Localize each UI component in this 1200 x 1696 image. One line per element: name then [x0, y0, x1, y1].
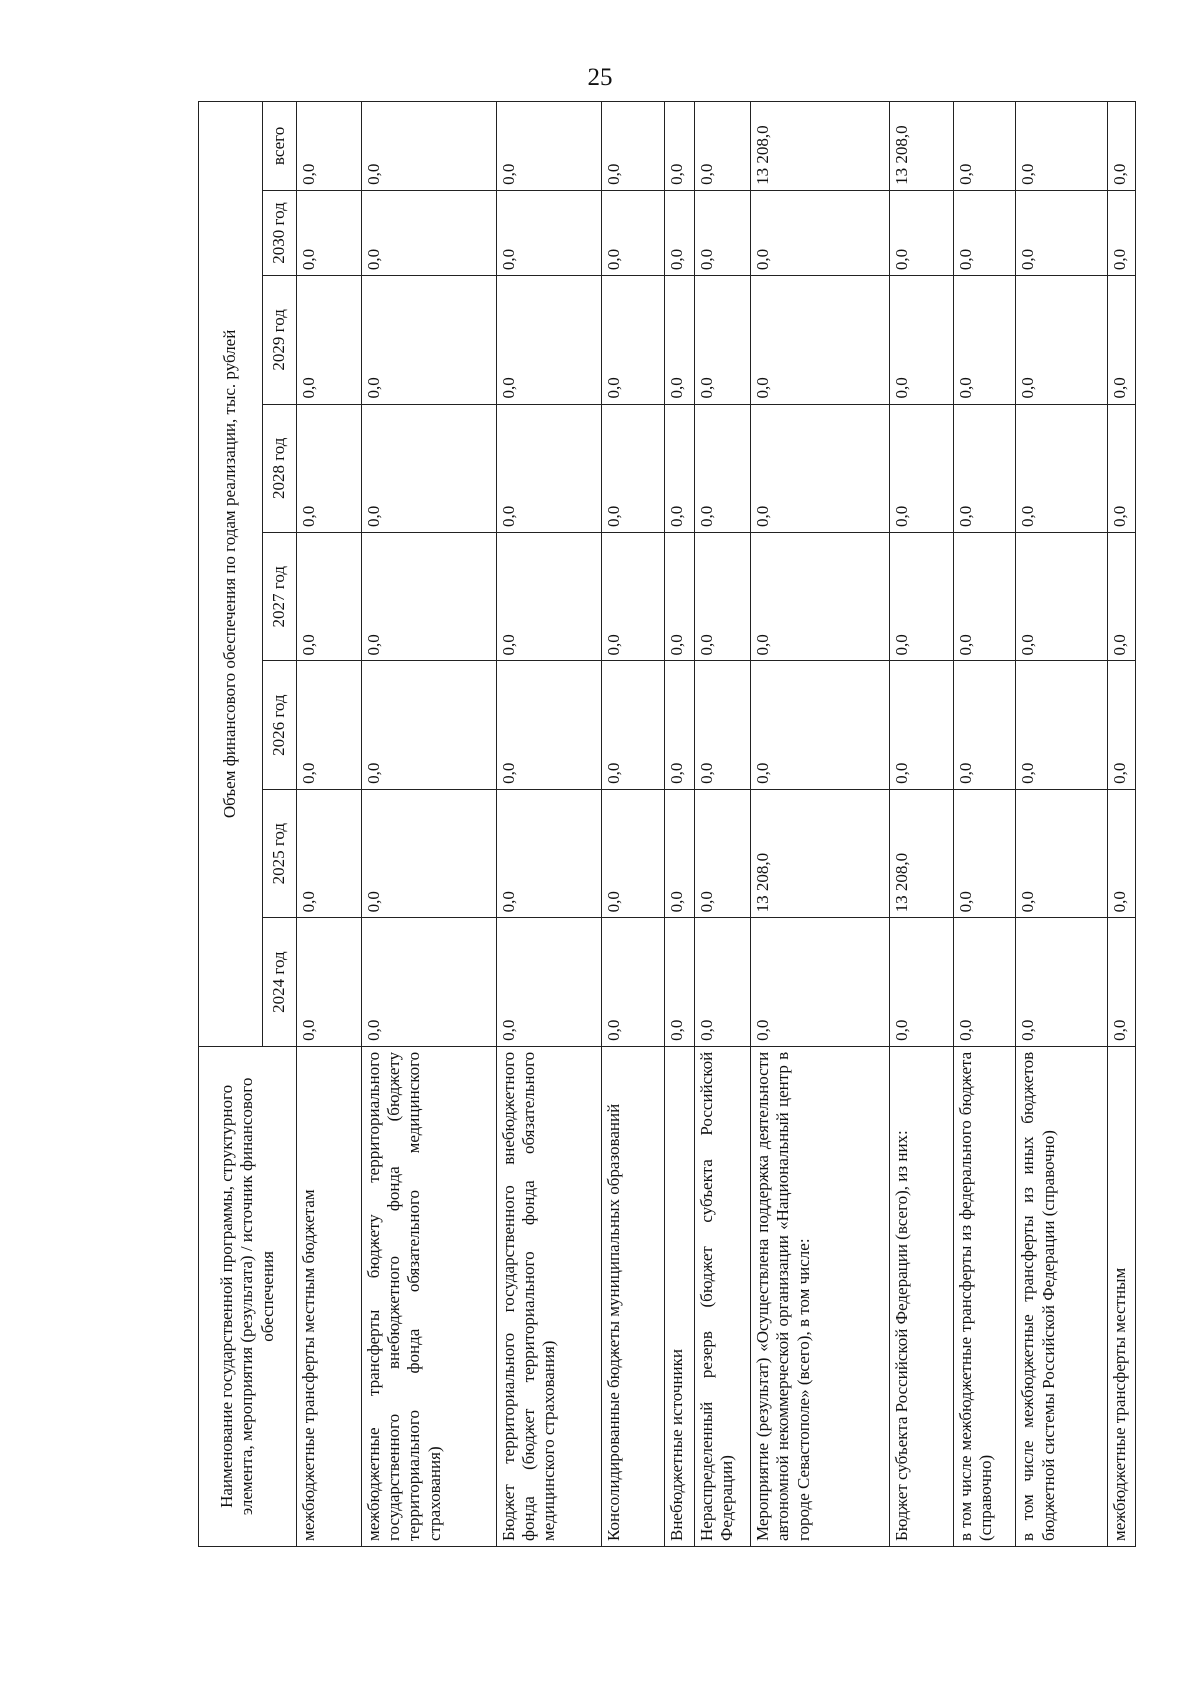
rotated-table-wrapper [198, 101, 1136, 1547]
cell-value: 0,0 [361, 789, 496, 917]
cell-value: 0,0 [1016, 661, 1108, 789]
cell-value: 0,0 [1016, 276, 1108, 404]
table-row [361, 102, 496, 1547]
cell-value: 0,0 [694, 276, 750, 404]
table-row [1107, 102, 1135, 1547]
cell-value: 0,0 [750, 404, 889, 532]
cell-value: 0,0 [890, 661, 954, 789]
table-row [1016, 102, 1108, 1547]
cell-value: 0,0 [1016, 404, 1108, 532]
cell-value: 0,0 [496, 102, 602, 191]
row-name: Внебюджетные источники [664, 1046, 694, 1546]
header-year: 2028 год [263, 404, 297, 532]
cell-value: 0,0 [602, 789, 665, 917]
cell-value: 0,0 [890, 276, 954, 404]
table-body [297, 102, 1136, 1547]
cell-value: 0,0 [361, 276, 496, 404]
cell-value: 0,0 [361, 661, 496, 789]
cell-value: 0,0 [694, 789, 750, 917]
cell-value: 0,0 [602, 276, 665, 404]
cell-value: 0,0 [496, 661, 602, 789]
cell-value: 0,0 [297, 404, 362, 532]
cell-value: 0,0 [694, 190, 750, 275]
cell-value: 0,0 [750, 918, 889, 1046]
cell-value: 0,0 [602, 404, 665, 532]
cell-value: 0,0 [496, 533, 602, 661]
cell-value: 0,0 [694, 918, 750, 1046]
cell-value: 0,0 [1016, 533, 1108, 661]
cell-value: 0,0 [750, 533, 889, 661]
cell-value: 0,0 [1016, 190, 1108, 275]
cell-value: 0,0 [664, 404, 694, 532]
cell-value: 0,0 [1107, 789, 1135, 917]
cell-value: 0,0 [664, 190, 694, 275]
row-name: межбюджетные трансферты бюджету территориального государственного внебюджетного фонда (бюджету территориального фонда обязательного медицинского страхования) [361, 1046, 496, 1546]
cell-value: 0,0 [1107, 276, 1135, 404]
cell-value: 13 208,0 [750, 789, 889, 917]
table-row [750, 102, 889, 1547]
table-row [890, 102, 954, 1547]
cell-value: 0,0 [1016, 102, 1108, 191]
table-header [199, 102, 297, 1547]
header-year: 2027 год [263, 533, 297, 661]
table-row [664, 102, 694, 1547]
cell-value: 0,0 [297, 102, 362, 191]
cell-value: 0,0 [496, 276, 602, 404]
cell-value: 0,0 [664, 533, 694, 661]
row-name: Консолидированные бюджеты муниципальных образований [602, 1046, 665, 1546]
table-row [496, 102, 602, 1547]
cell-value: 0,0 [750, 276, 889, 404]
cell-value: 0,0 [953, 533, 1016, 661]
cell-value: 0,0 [694, 404, 750, 532]
cell-value: 0,0 [694, 533, 750, 661]
cell-value: 0,0 [297, 789, 362, 917]
cell-value: 0,0 [1107, 918, 1135, 1046]
cell-value: 0,0 [1016, 789, 1108, 917]
row-name: межбюджетные трансферты местным [1107, 1046, 1135, 1546]
row-name: Нераспределенный резерв (бюджет субъекта Российской Федерации) [694, 1046, 750, 1546]
cell-value: 0,0 [890, 404, 954, 532]
cell-value: 0,0 [953, 190, 1016, 275]
cell-value: 0,0 [297, 276, 362, 404]
cell-value: 0,0 [953, 102, 1016, 191]
table-row [602, 102, 665, 1547]
cell-value: 0,0 [1016, 918, 1108, 1046]
cell-value: 0,0 [602, 102, 665, 191]
cell-value: 0,0 [602, 533, 665, 661]
row-name: межбюджетные трансферты местным бюджетам [297, 1046, 362, 1546]
header-year: 2029 год [263, 276, 297, 404]
cell-value: 0,0 [890, 918, 954, 1046]
header-group: Объем финансового обеспечения по годам реализации, тыс. рублей [199, 102, 263, 1047]
cell-value: 0,0 [361, 102, 496, 191]
cell-value: 0,0 [664, 276, 694, 404]
cell-value: 0,0 [496, 918, 602, 1046]
cell-value: 13 208,0 [890, 789, 954, 917]
cell-value: 0,0 [664, 918, 694, 1046]
cell-value: 0,0 [890, 190, 954, 275]
cell-value: 0,0 [1107, 404, 1135, 532]
row-name: в том числе межбюджетные трансферты из федерального бюджета (справочно) [953, 1046, 1016, 1546]
row-name: Бюджет территориального государственного внебюджетного фонда (бюджет территориального фонда обязательного медицинского страхования) [496, 1046, 602, 1546]
cell-value: 0,0 [496, 789, 602, 917]
financing-table [198, 101, 1136, 1547]
cell-value: 0,0 [890, 533, 954, 661]
header-name-column: Наименование государственной программы, структурного элемента, мероприятия (результата) / источник финансового обеспечения [199, 1046, 297, 1546]
cell-value: 0,0 [361, 190, 496, 275]
cell-value: 0,0 [953, 404, 1016, 532]
cell-value: 0,0 [664, 661, 694, 789]
header-year: 2025 год [263, 789, 297, 917]
page-number: 25 [587, 64, 613, 91]
cell-value: 0,0 [750, 190, 889, 275]
cell-value: 0,0 [664, 789, 694, 917]
cell-value: 0,0 [1107, 661, 1135, 789]
cell-value: 13 208,0 [750, 102, 889, 191]
table-row [953, 102, 1016, 1547]
table-stage [198, 101, 1136, 1547]
header-year: 2026 год [263, 661, 297, 789]
cell-value: 0,0 [1107, 533, 1135, 661]
cell-value: 0,0 [602, 190, 665, 275]
cell-value: 0,0 [750, 661, 889, 789]
table-row [694, 102, 750, 1547]
row-name: Бюджет субъекта Российской Федерации (всего), из них: [890, 1046, 954, 1546]
cell-value: 0,0 [694, 102, 750, 191]
cell-value: 0,0 [953, 661, 1016, 789]
header-total: всего [263, 102, 297, 191]
cell-value: 0,0 [1107, 190, 1135, 275]
row-name: в том числе межбюджетные трансферты из иных бюджетов бюджетной системы Российской Федерации (справочно) [1016, 1046, 1108, 1546]
cell-value: 0,0 [297, 661, 362, 789]
cell-value: 0,0 [496, 404, 602, 532]
cell-value: 13 208,0 [890, 102, 954, 191]
cell-value: 0,0 [694, 661, 750, 789]
cell-value: 0,0 [361, 918, 496, 1046]
header-year: 2030 год [263, 190, 297, 275]
cell-value: 0,0 [297, 533, 362, 661]
cell-value: 0,0 [664, 102, 694, 191]
cell-value: 0,0 [1107, 102, 1135, 191]
row-name: Мероприятие (результат) «Осуществлена поддержка деятельности автономной некоммерческой организации «Национальный центр в городе Севастополе» (всего), в том числе: [750, 1046, 889, 1546]
cell-value: 0,0 [953, 918, 1016, 1046]
header-year: 2024 год [263, 918, 297, 1046]
cell-value: 0,0 [602, 661, 665, 789]
cell-value: 0,0 [361, 533, 496, 661]
cell-value: 0,0 [496, 190, 602, 275]
cell-value: 0,0 [361, 404, 496, 532]
cell-value: 0,0 [297, 190, 362, 275]
cell-value: 0,0 [602, 918, 665, 1046]
cell-value: 0,0 [953, 276, 1016, 404]
cell-value: 0,0 [953, 789, 1016, 917]
cell-value: 0,0 [297, 918, 362, 1046]
table-row [297, 102, 362, 1547]
